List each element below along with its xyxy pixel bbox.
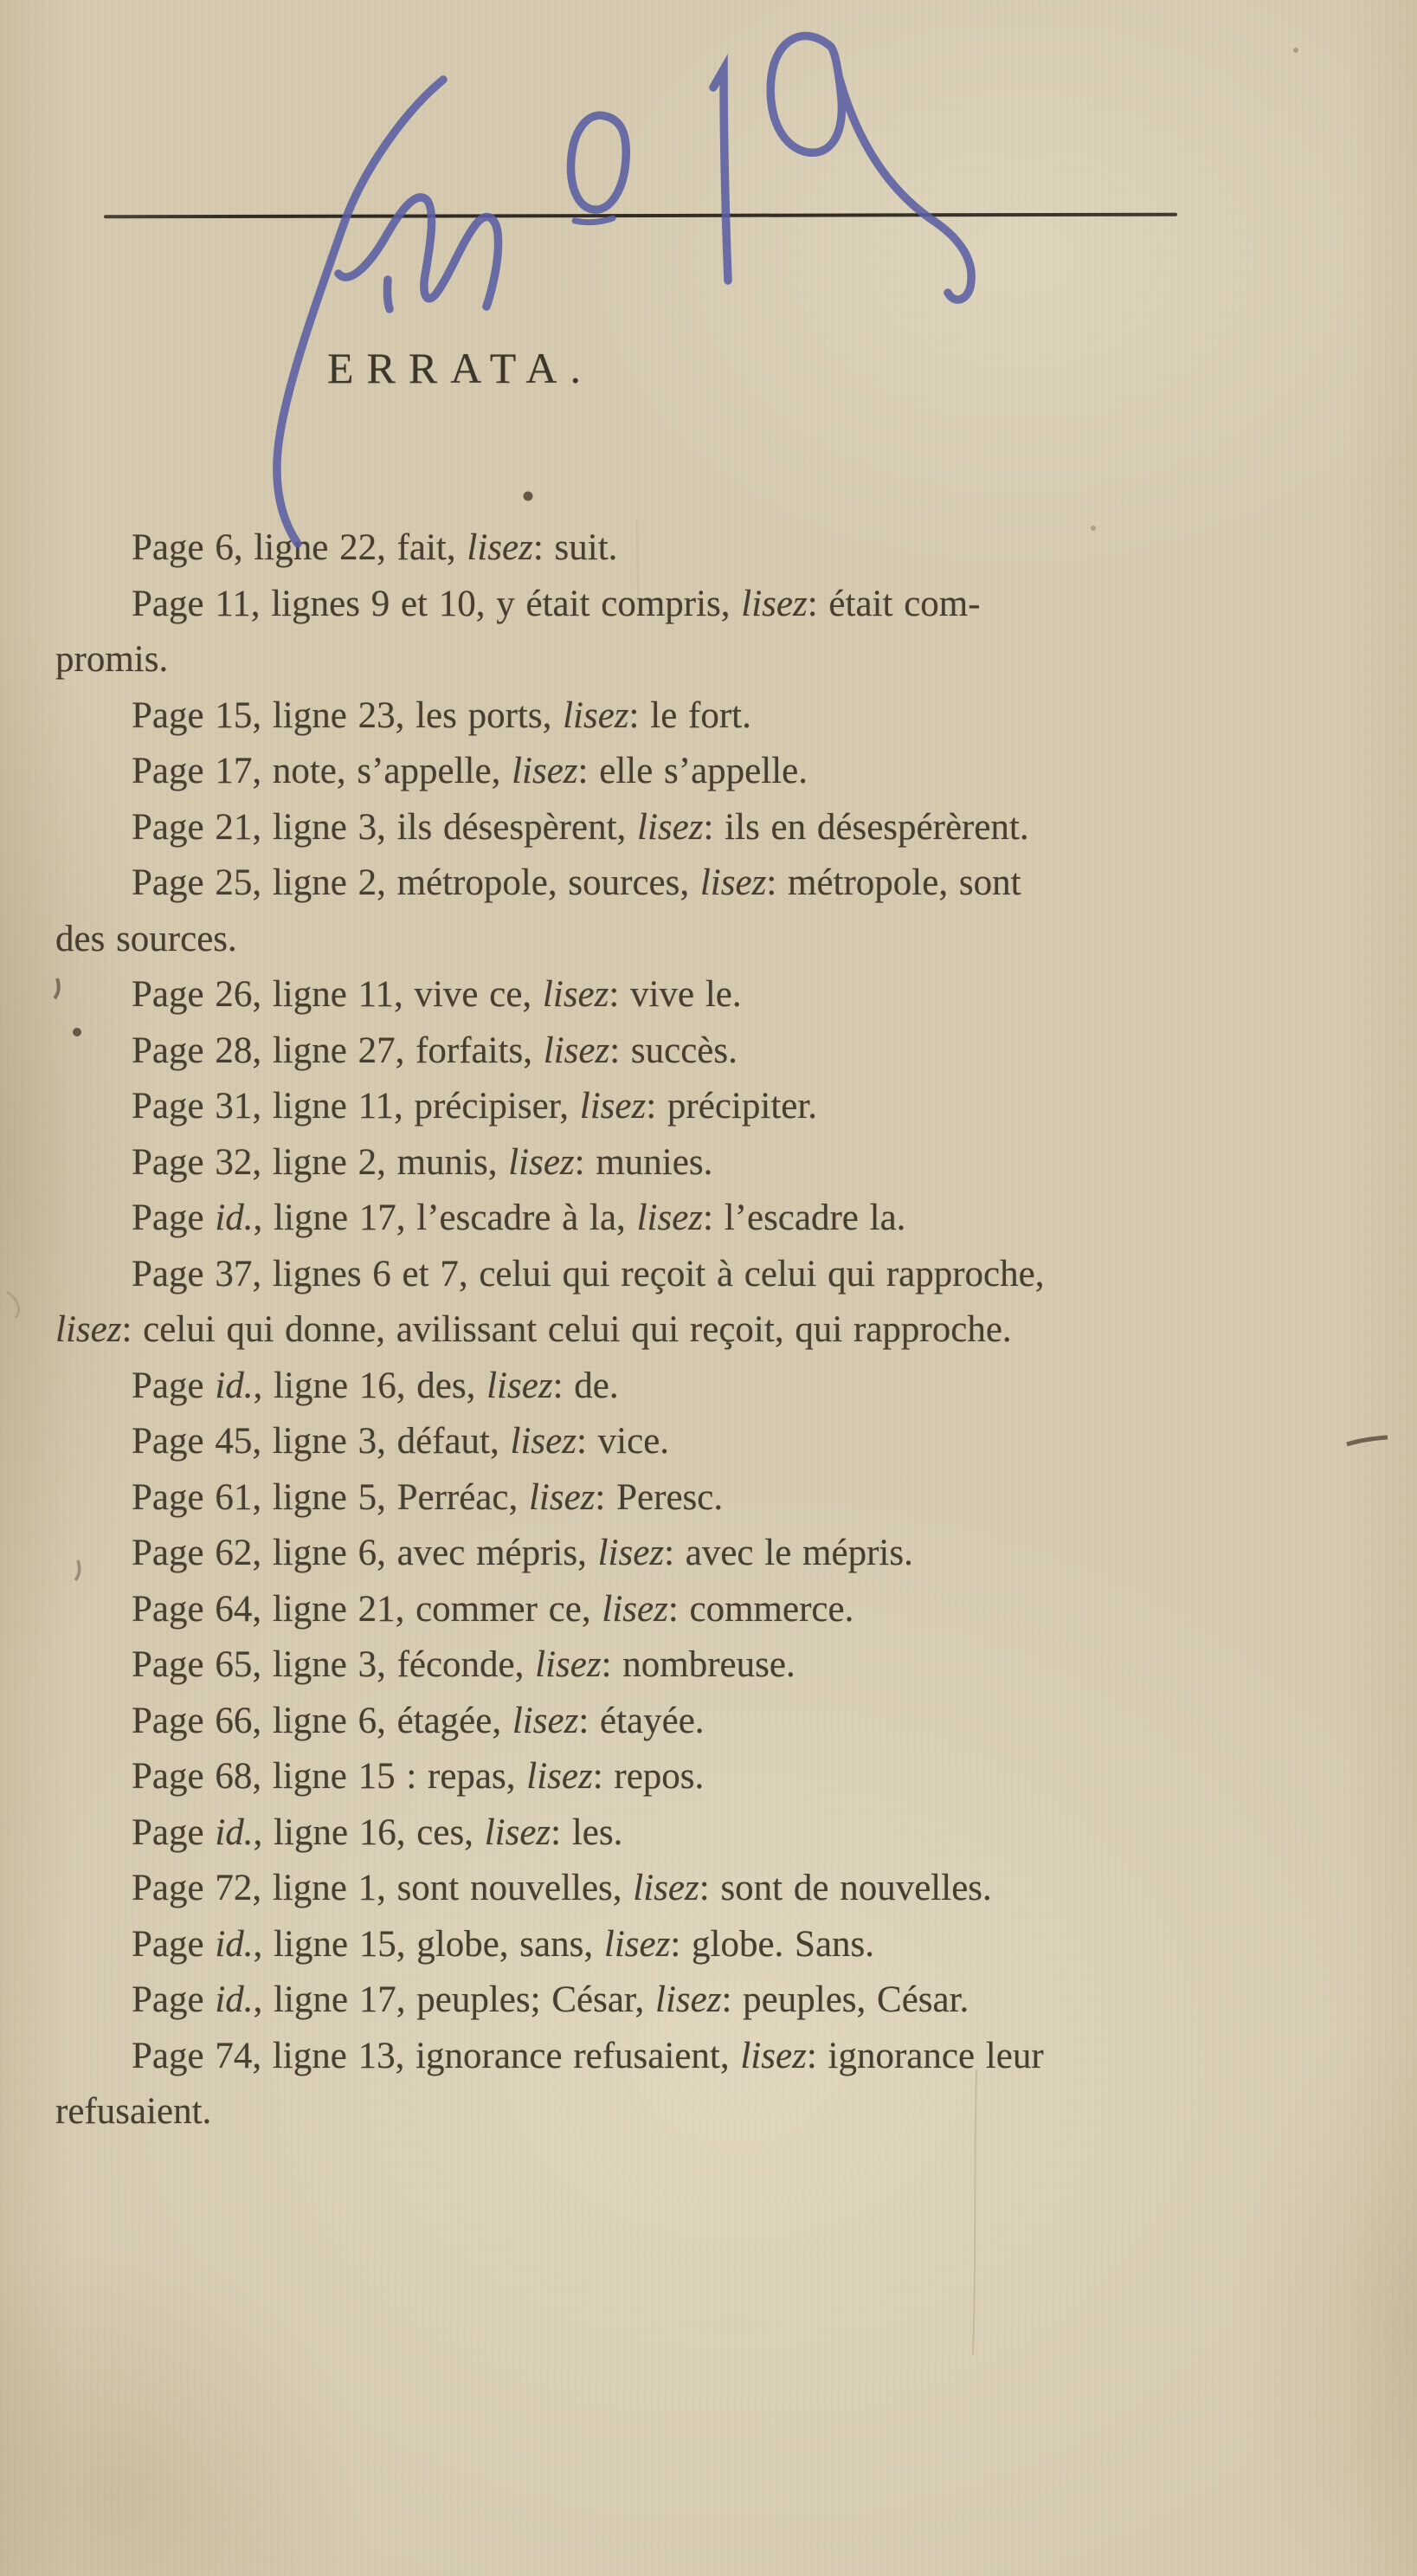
errata-keyword-italic: lisez — [486, 1365, 553, 1406]
errata-text: : étayée. — [578, 1700, 705, 1741]
errata-text: Page 64, ligne 21, commer ce, — [132, 1588, 602, 1630]
errata-text: , ligne 16, ces, — [253, 1811, 485, 1853]
errata-text: : munies. — [574, 1141, 713, 1183]
errata-text: : métropole, sont — [766, 862, 1021, 903]
errata-text: Page 68, ligne 15 : repas, — [132, 1756, 527, 1797]
errata-keyword-italic: lisez — [55, 1309, 122, 1350]
errata-text: : elle s’appelle. — [577, 751, 808, 791]
ink-speck — [524, 492, 533, 501]
errata-text: Page 15, ligne 23, les ports, — [132, 694, 564, 736]
ink-stroke-group — [277, 36, 971, 544]
margin-tick-mark — [75, 1560, 80, 1580]
errata-keyword-italic: lisez — [740, 2035, 807, 2076]
errata-text: Page — [132, 1923, 216, 1965]
errata-text: Page 65, ligne 3, féconde, — [132, 1644, 536, 1685]
errata-text: : suit. — [532, 527, 618, 568]
errata-text: : globe. Sans. — [670, 1923, 875, 1965]
errata-keyword-italic: lisez — [699, 862, 767, 903]
errata-text: Page 21, ligne 3, ils désespèrent, — [132, 806, 638, 848]
errata-keyword-italic: lisez — [655, 1979, 722, 2020]
errata-keyword-italic: lisez — [512, 1700, 579, 1741]
errata-text: Page 28, ligne 27, forfaits, — [132, 1030, 544, 1071]
errata-text: , ligne 16, des, — [253, 1365, 487, 1406]
errata-keyword-italic: lisez — [543, 1030, 610, 1071]
errata-keyword-italic: lisez — [603, 1923, 671, 1965]
errata-text: Page 74, ligne 13, ignorance refusaient, — [132, 2035, 741, 2076]
errata-text: Page 72, ligne 1, sont nouvelles, — [132, 1868, 634, 1908]
errata-text: Page 32, ligne 2, munis, — [132, 1141, 509, 1183]
errata-text: : commerce. — [667, 1588, 854, 1630]
errata-keyword-italic: id. — [215, 1198, 254, 1238]
errata-keyword-italic: lisez — [467, 527, 533, 568]
errata-text: : avec le mépris. — [664, 1533, 913, 1573]
errata-text: , ligne 15, globe, sans, — [253, 1923, 604, 1965]
errata-text: Page 31, ligne 11, précipiser, — [132, 1086, 580, 1127]
errata-keyword-italic: lisez — [563, 694, 629, 736]
errata-keyword-italic: lisez — [602, 1588, 668, 1630]
ink-stroke-digit-1 — [713, 69, 728, 281]
errata-text: des sources. — [55, 918, 237, 959]
errata-text: : ignorance leur — [806, 2035, 1044, 2076]
errata-text: Page — [132, 1979, 216, 2020]
errata-text: : vice. — [576, 1421, 670, 1462]
errata-keyword-italic: id. — [215, 1923, 254, 1965]
errata-text: : sont de nouvelles. — [699, 1868, 992, 1908]
errata-keyword-italic: lisez — [636, 1198, 704, 1238]
errata-text: Page 6, ligne 22, fait, — [132, 527, 467, 568]
ink-stroke-n-flourish — [277, 80, 443, 544]
ink-stroke-digit-9-bowl — [770, 36, 841, 153]
errata-text: : les. — [551, 1811, 623, 1853]
ink-stroke-digit-9-tail — [839, 76, 971, 300]
errata-keyword-italic: lisez — [484, 1811, 551, 1853]
page-title: ERRATA. — [327, 344, 594, 392]
paper-speck — [1091, 526, 1096, 531]
errata-keyword-italic: lisez — [597, 1533, 665, 1573]
errata-text: : repos. — [592, 1756, 705, 1797]
errata-text: : succès. — [609, 1030, 737, 1071]
errata-keyword-italic: lisez — [637, 806, 704, 848]
errata-text: Page — [132, 1365, 216, 1406]
ink-speck — [73, 1028, 81, 1036]
errata-text: Page — [132, 1198, 216, 1238]
errata-text: : de. — [552, 1365, 619, 1406]
errata-text: Page 25, ligne 2, métropole, sources, — [132, 862, 700, 903]
errata-keyword-italic: id. — [215, 1979, 254, 2020]
errata-text: Page 45, ligne 3, défaut, — [132, 1421, 511, 1462]
errata-text: promis. — [55, 639, 169, 680]
paper-speck — [1293, 48, 1298, 53]
errata-text: : précipiter. — [646, 1086, 818, 1127]
errata-text: Page 61, ligne 5, Perréac, — [132, 1476, 529, 1518]
errata-text: : vive le. — [609, 974, 742, 1015]
ink-stroke-n-tail — [387, 280, 390, 309]
errata-text: Page 17, note, s’appelle, — [132, 751, 512, 791]
ink-stroke-n-humps — [338, 197, 499, 307]
errata-text: refusaient. — [55, 2091, 212, 2132]
errata-keyword-italic: lisez — [741, 583, 808, 624]
errata-text: : celui qui donne, avilissant celui qui reçoit, qui rapproche. — [121, 1309, 1012, 1350]
errata-text: : était com- — [807, 583, 981, 624]
errata-keyword-italic: lisez — [535, 1644, 602, 1685]
errata-text: : nombreuse. — [601, 1644, 795, 1685]
errata-text: Page 11, lignes 9 et 10, y était compris, — [132, 583, 742, 624]
errata-keyword-italic: lisez — [542, 974, 609, 1015]
errata-text: : le fort. — [628, 694, 751, 736]
errata-text: Page 66, ligne 6, étagée, — [132, 1700, 512, 1741]
errata-keyword-italic: lisez — [579, 1086, 647, 1127]
errata-text: Page 26, ligne 11, vive ce, — [132, 974, 543, 1015]
ink-stroke-o-underline — [575, 218, 613, 223]
paper-fiber — [636, 520, 639, 606]
paper-crease — [973, 2069, 976, 2355]
ink-stroke-superscript-o — [571, 115, 627, 210]
errata-keyword-italic: lisez — [512, 751, 578, 791]
errata-text: , ligne 17, peuples; César, — [253, 1979, 656, 2020]
errata-keyword-italic: lisez — [633, 1868, 699, 1908]
errata-keyword-italic: id. — [215, 1811, 254, 1853]
errata-keyword-italic: lisez — [510, 1421, 576, 1462]
errata-text: , ligne 17, l’escadre à la, — [253, 1198, 637, 1238]
margin-dash-mark — [1347, 1437, 1388, 1444]
errata-text: : Peresc. — [595, 1476, 724, 1518]
margin-tick-mark — [7, 1292, 19, 1318]
errata-keyword-italic: lisez — [528, 1476, 596, 1518]
errata-keyword-italic: id. — [215, 1365, 254, 1406]
errata-keyword-italic: lisez — [526, 1756, 593, 1797]
errata-text: Page 62, ligne 6, avec mépris, — [132, 1533, 598, 1573]
margin-tick-mark — [55, 978, 59, 998]
errata-text: Page 37, lignes 6 et 7, celui qui reçoit à celui qui rapproche, — [132, 1253, 1045, 1294]
errata-text: : ils en désespérèrent. — [703, 806, 1029, 848]
errata-text: Page — [132, 1811, 216, 1853]
errata-keyword-italic: lisez — [508, 1141, 575, 1183]
errata-text: : l’escadre la. — [703, 1198, 906, 1238]
errata-text: : peuples, César. — [721, 1979, 969, 2020]
